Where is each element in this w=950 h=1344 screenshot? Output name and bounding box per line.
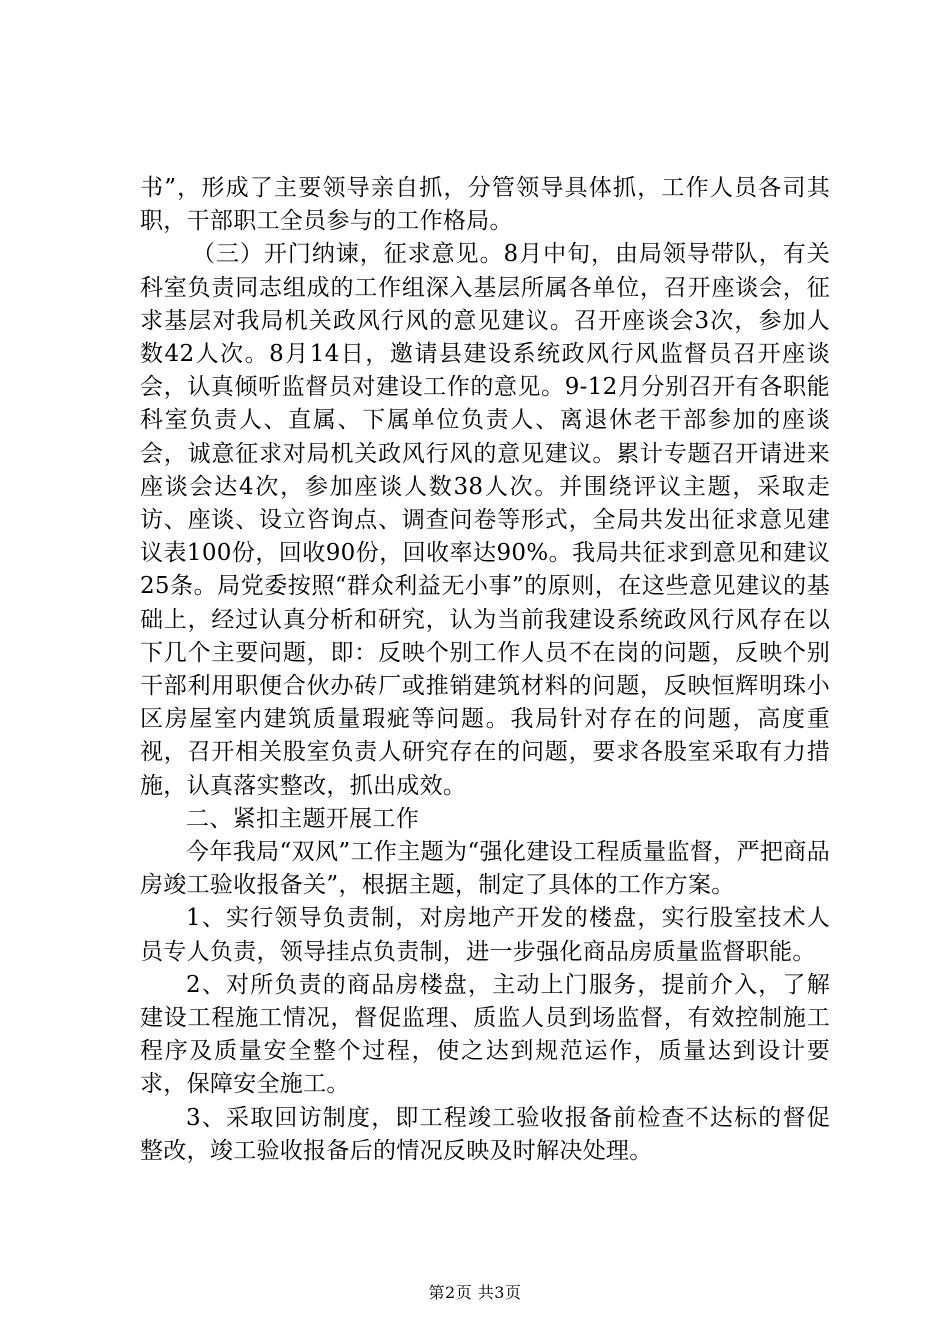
- paragraph-continuation: 书”，形成了主要领导亲自抓，分管领导具体抓，工作人员各司其职，干部职工全员参与的工作格局。: [140, 175, 830, 235]
- list-item-2: 2、对所负责的商品房楼盘，主动上门服务，提前介入，了解建设工程施工情况，督促监理、质监人员到场监督，有效控制施工程序及质量安全整个过程，使之达到规范运作，质量达到设计要求，保障安全施工。: [140, 971, 830, 1098]
- document-body: [140, 172, 830, 1168]
- page-footer: [0, 1283, 950, 1303]
- list-item-3: 3、采取回访制度，即工程竣工验收报备前检查不达标的督促整改，竣工验收报备后的情况反映及时解决处理。: [140, 1104, 830, 1164]
- list-item-1: 1、实行领导负责制，对房地产开发的楼盘，实行股室技术人员专人负责，领导挂点负责制，进一步强化商品房质量监督职能。: [140, 905, 830, 965]
- section-heading-theme-work: 二、紧扣主题开展工作: [186, 805, 419, 832]
- paragraph-theme-statement: 今年我局“双风”工作主题为“强化建设工程质量监督，严把商品房竣工验收报备关”，根据主题，制定了具体的工作方案。: [140, 839, 830, 899]
- paragraph-open-door-consultation: （三）开门纳谏，征求意见。8月中旬，由局领导带队，有关科室负责同志组成的工作组深入基层所属各单位，召开座谈会，征求基层对我局机关政风行风的意见建议。召开座谈会3次，参加人数42人次。8月14日，邀请县建设系统政风行风监督员召开座谈会，认真倾听监督员对建设工作的意见。9-12月分别召开有各职能科室负责人、直属、下属单位负责人、离退休老干部参加的座谈会，诚意征求对局机关政风行风的意见建议。累计专题召开请进来座谈会达4次，参加座谈人数38人次。并围绕评议主题，采取走访、座谈、设立咨询点、调查问卷等形式，全局共发出征求意见建议表100份，回收90份，回收率达90%。我局共征求到意见和建议25条。局党委按照“群众利益无小事”的原则，在这些意见建议的基础上，经过认真分析和研究，认为当前我建设系统政风行风存在以下几个主要问题，即：反映个别工作人员不在岗的问题，反映个别干部利用职便合伙办砖厂或推销建筑材料的问题，反映恒辉明珠小区房屋室内建筑质量瑕疵等问题。我局针对存在的问题，高度重视，召开相关股室负责人研究存在的问题，要求各股室采取有力措施，认真落实整改，抓出成效。: [140, 241, 830, 799]
- page-number-label: 第2页 共3页: [428, 1283, 522, 1302]
